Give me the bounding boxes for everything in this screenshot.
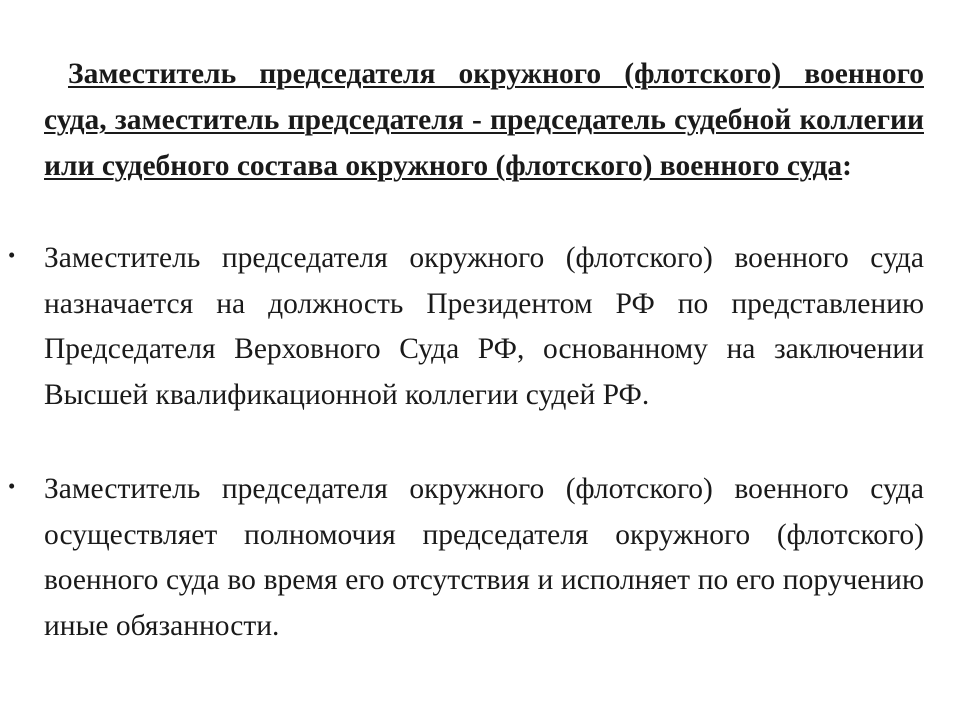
heading-colon: :: [842, 150, 852, 182]
bullet-item-appointment: Заместитель председателя окружного (флотского) военного суда назначается на должность Президентом РФ по представлению Председателя Верховного Суда РФ, основанному на заключении Высшей квалификационной коллегии судей РФ.: [44, 242, 924, 411]
slide-heading: [44, 51, 924, 189]
bullet-marker: •: [8, 243, 16, 267]
bullet-item-duties: Заместитель председателя окружного (флотского) военного суда осуществляет полномочия председателя окружного (флотского) военного суда во время его отсутствия и исполняет по его поручению иные обязанности.: [44, 473, 924, 642]
heading-underlined-text: Заместитель председателя окружного (флотского) военного суда, заместитель председателя - председатель судебной коллегии или судебного состава окружного (флотского) военного суда: [44, 58, 924, 182]
bullet-marker: •: [8, 474, 16, 498]
